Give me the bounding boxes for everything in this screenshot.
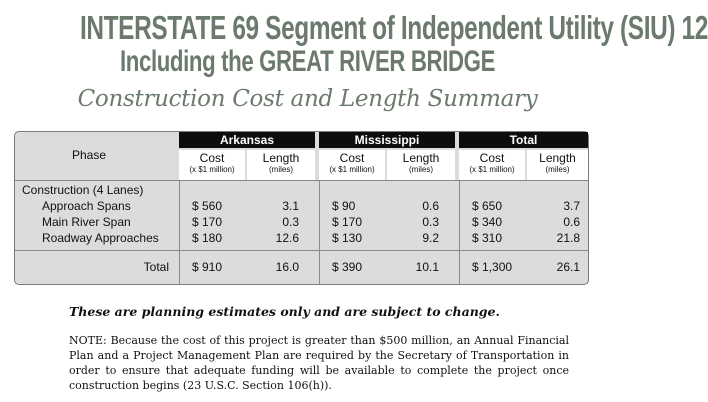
ms-length-total: 10.1 (415, 260, 439, 274)
ar-length-header (247, 150, 315, 180)
group-header-total: Total (459, 132, 588, 148)
total-cost: $ 650 (472, 199, 503, 213)
total-cost: $ 310 (472, 231, 503, 245)
divider (179, 180, 180, 284)
ms-cost: $ 130 (332, 231, 363, 245)
length-label: Length (262, 151, 300, 165)
total-cost-total: $ 1,300 (472, 260, 513, 274)
ms-cost-total: $ 390 (332, 260, 363, 274)
title-line-2: Including the GREAT RIVER BRIDGE (119, 45, 496, 78)
row-phase: Main River Span (42, 215, 131, 229)
divider (15, 180, 588, 181)
cost-label: Cost (479, 151, 505, 165)
row-phase: Approach Spans (42, 199, 131, 213)
ms-cost: $ 90 (332, 199, 356, 213)
group-header-arkansas: Arkansas (179, 132, 315, 148)
ar-cost: $ 180 (192, 231, 223, 245)
ms-cost-header (319, 150, 385, 180)
total-cost: $ 340 (472, 215, 503, 229)
ar-length: 3.1 (282, 199, 299, 213)
subtitle: Construction Cost and Length Summary (77, 86, 538, 112)
ms-cost: $ 170 (332, 215, 363, 229)
length-unit: (miles) (269, 165, 293, 174)
section-label: Construction (4 Lanes) (22, 183, 144, 197)
divider (319, 180, 320, 284)
ar-length: 12.6 (275, 231, 299, 245)
cost-unit: (x $1 million) (329, 165, 375, 174)
divider (15, 250, 588, 251)
total-length-header (527, 150, 588, 180)
total-length: 21.8 (556, 231, 580, 245)
cost-unit: (x $1 million) (189, 165, 235, 174)
length-unit: (miles) (409, 165, 433, 174)
cost-label: Cost (199, 151, 225, 165)
ar-cost-header (179, 150, 245, 180)
ms-length-header (387, 150, 455, 180)
title-line-1: INTERSTATE 69 Segment of Independent Utility (SIU) 12 (79, 9, 708, 46)
ar-cost-total: $ 910 (192, 260, 223, 274)
ms-length: 0.3 (422, 215, 439, 229)
total-label: Total (143, 260, 169, 274)
total-length: 3.7 (563, 199, 580, 213)
disclaimer: These are planning estimates only and are subject to change. (69, 304, 500, 319)
ms-length: 0.6 (422, 199, 439, 213)
total-length: 0.6 (563, 215, 580, 229)
divider (459, 180, 460, 284)
ar-length: 0.3 (282, 215, 299, 229)
cost-summary-table (14, 131, 589, 285)
total-cost-header (459, 150, 525, 180)
phase-header: Phase (71, 148, 107, 162)
ar-cost: $ 170 (192, 215, 223, 229)
length-label: Length (539, 151, 576, 165)
ms-length: 9.2 (422, 231, 439, 245)
cost-label: Cost (339, 151, 365, 165)
ar-cost: $ 560 (192, 199, 223, 213)
length-label: Length (402, 151, 440, 165)
length-unit: (miles) (545, 165, 570, 174)
group-header-mississippi: Mississippi (319, 132, 455, 148)
ar-length-total: 16.0 (275, 260, 299, 274)
funding-note: NOTE: Because the cost of this project is greater than $500 million, an Annual Financial Plan and a Project Management Plan are required by the Secretary of Transportation in order to ensure that adequate funding will be available to complete the project once construction begins (23 U.S.C. Section 106(h)). (69, 334, 569, 392)
row-phase: Roadway Approaches (42, 231, 159, 245)
cost-unit: (x $1 million) (469, 165, 515, 174)
total-length-total: 26.1 (556, 260, 580, 274)
